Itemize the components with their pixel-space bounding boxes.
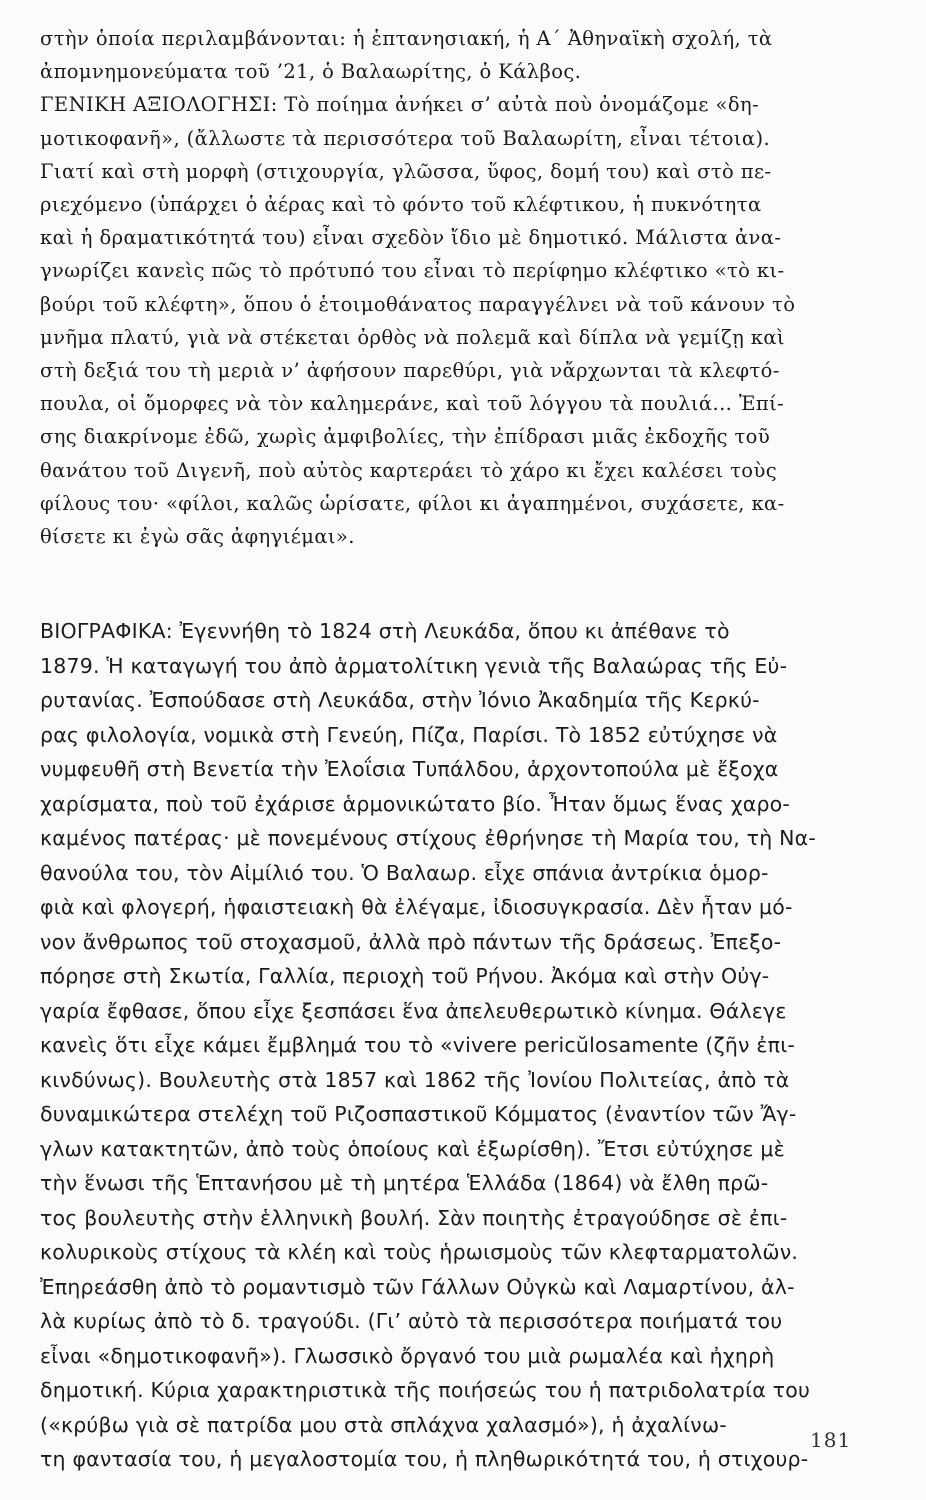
text-line: ΒΙΟΓΡΑΦΙΚΑ: Ἐγεννήθη τὸ 1824 στὴ Λευκάδα, ὅπου κι ἀπέθανε τὸ bbox=[40, 619, 730, 643]
text-line: γνωρίζει κανεὶς πῶς τὸ πρότυπό του εἶναι τὸ περίφημο κλέφτικο «τὸ κι- bbox=[40, 259, 785, 283]
text-line: ριεχόμενο (ὑπάρχει ὁ ἀέρας καὶ τὸ φόντο τοῦ κλέφτικου, ἡ πυκνότητα bbox=[40, 193, 762, 217]
text-line: πουλα, οἱ ὄμορφες νὰ τὸν καλημεράνε, καὶ τοῦ λόγγου τὰ πουλιά... Ἐπί- bbox=[40, 392, 785, 416]
text-line: κανεὶς ὅτι εἶχε κάμει ἔμβλημά του τὸ «vivere pericŭlosamente (ζῆν ἐπι- bbox=[40, 1033, 795, 1057]
page-number: 181 bbox=[810, 1428, 852, 1452]
text-line: πόρησε στὴ Σκωτία, Γαλλία, περιοχὴ τοῦ Ρήνου. Ἀκόμα καὶ στὴν Οὐγ- bbox=[40, 964, 770, 988]
text-line: θίσετε κι ἐγὼ σᾶς ἀφηγιέμαι». bbox=[40, 525, 355, 549]
text-line: γαρία ἔφθασε, ὅπου εἶχε ξεσπάσει ἕνα ἀπελευθερωτικὸ κίνημα. Θάλεγε bbox=[40, 998, 787, 1023]
text-line: θανάτου τοῦ Διγενῆ, ποὺ αὐτὸς καρτεράει τὸ χάρο κι ἔχει καλέσει τοὺς bbox=[40, 458, 778, 482]
text-line: χαρίσματα, ποὺ τοῦ ἐχάρισε ἁρμονικώτατο βίο. Ἦταν ὅμως ἕνας χαρο- bbox=[40, 791, 790, 816]
text-line: στὴ δεξιά του τὴ μεριὰ ν’ ἀφήσουν παρεθύρι, γιὰ νἄρχωνται τὰ κλεφτό- bbox=[40, 359, 780, 383]
text-line: φιὰ καὶ φλογερή, ἡφαιστειακὴ θὰ ἐλέγαμε, ἰδιοσυγκρασία. Δὲν ἦταν μό- bbox=[40, 895, 793, 919]
text-line: σης διακρίνομε ἐδῶ, χωρὶς ἀμφιβολίες, τὴν ἐπίδρασι μιᾶς ἐκδοχῆς τοῦ bbox=[40, 425, 771, 449]
text-line: κολυρικοὺς στίχους τὰ κλέη καὶ τοὺς ἡρωισμοὺς τῶν κλεφταρματολῶν. bbox=[40, 1240, 799, 1264]
text-line: Γιατί καὶ στὴ μορφὴ (στιχουργία, γλῶσσα, ὕφος, δομή του) καὶ στὸ πε- bbox=[40, 159, 772, 183]
text-line: γλων κατακτητῶν, ἀπὸ τοὺς ὁποίους καὶ ἐξωρίσθη). Ἔτσι εὐτύχησε μὲ bbox=[40, 1136, 785, 1161]
text-line: καμένος πατέρας· μὲ πονεμένους στίχους ἐθρήνησε τὴ Μαρία του, τὴ Να- bbox=[40, 826, 816, 850]
text-line: ΓΕΝΙΚΗ ΑΞΙΟΛΟΓΗΣΙ: Τὸ ποίημα ἀνήκει σ’ αὐτὰ ποὺ ὀνομάζομε «δη- bbox=[40, 93, 760, 117]
text-line: νον ἄνθρωπος τοῦ στοχασμοῦ, ἀλλὰ πρὸ πάντων τῆς δράσεως. Ἐπεξο- bbox=[40, 929, 782, 954]
text-line: Ἐπηρεάσθη ἀπὸ τὸ ρομαντισμὸ τῶν Γάλλων Οὐγκὼ καὶ Λαμαρτίνου, ἀλ- bbox=[40, 1274, 795, 1299]
evaluation-section bbox=[40, 22, 890, 553]
text-line: μοτικοφανῆ», (ἄλλωστε τὰ περισσότερα τοῦ Βαλαωρίτη, εἶναι τέτοια). bbox=[40, 126, 771, 150]
text-line: τη φαντασία του, ἡ μεγαλοστομία του, ἡ πληθωρικότητά του, ἡ στιχουρ- bbox=[40, 1447, 809, 1471]
text-line: νυμφευθῆ στὴ Βενετία τὴν Ἐλοΐσια Τυπάλδου, ἀρχοντοπούλα μὲ ἔξοχα bbox=[40, 757, 779, 781]
text-line: ἀπομνημονεύματα τοῦ ’21, ὁ Βαλαωρίτης, ὁ Κάλβος. bbox=[40, 60, 582, 84]
text-line: κινδύνως). Βουλευτὴς στὰ 1857 καὶ 1862 τῆς Ἰονίου Πολιτείας, ἀπὸ τὰ bbox=[40, 1067, 790, 1092]
text-line: φίλους του· «φίλοι, καλῶς ὡρίσατε, φίλοι κι ἀγαπημένοι, συχάσετε, κα- bbox=[40, 491, 785, 515]
text-line: τὴν ἕνωσι τῆς Ἑπτανήσου μὲ τὴ μητέρα Ἑλλάδα (1864) νὰ ἔλθη πρῶ- bbox=[40, 1171, 769, 1195]
text-line: εἶναι «δημοτικοφανῆ»). Γλωσσικὸ ὄργανό του μιὰ ρωμαλέα καὶ ἠχηρὴ bbox=[40, 1343, 775, 1368]
text-line: ρυτανίας. Ἐσπούδασε στὴ Λευκάδα, στὴν Ἰόνιο Ἀκαδημία τῆς Κερκύ- bbox=[40, 688, 760, 712]
biography-section bbox=[40, 614, 890, 1477]
text-line: βούρι τοῦ κλέφτη», ὅπου ὁ ἑτοιμοθάνατος παραγγέλνει νὰ τοῦ κάνουν τὸ bbox=[40, 292, 796, 316]
text-line: καὶ ἡ δραματικότητά του) εἶναι σχεδὸν ἴδιο μὲ δημοτικό. Μάλιστα ἀνα- bbox=[40, 226, 782, 250]
text-line: ρας φιλολογία, νομικὰ στὴ Γενεύη, Πίζα, Παρίσι. Τὸ 1852 εὐτύχησε νὰ bbox=[40, 722, 778, 747]
text-line: («κρύβω γιὰ σὲ πατρίδα μου στὰ σπλάχνα χαλασμό»), ἡ ἀχαλίνω- bbox=[40, 1412, 727, 1437]
text-line: δυναμικώτερα στελέχη τοῦ Ριζοσπαστικοῦ Κόμματος (ἐναντίον τῶν Ἄγ- bbox=[40, 1102, 797, 1126]
text-line: στὴν ὁποία περιλαμβάνονται: ἡ ἑπτανησιακή, ἡ Α΄ Ἀθηναϊκὴ σχολή, τὰ bbox=[40, 27, 773, 50]
text-line: λὰ κυρίως ἀπὸ τὸ δ. τραγούδι. (Γι’ αὐτὸ τὰ περισσότερα ποιήματά του bbox=[40, 1309, 783, 1333]
text-line: μνῆμα πλατύ, γιὰ νὰ στέκεται ὀρθὸς νὰ πολεμᾶ καὶ δίπλα νὰ γεμίζῃ καὶ bbox=[40, 325, 785, 349]
text-line: 1879. Ἡ καταγωγή του ἀπὸ ἁρματολίτικη γενιὰ τῆς Βαλαώρας τῆς Εὐ- bbox=[40, 653, 788, 678]
text-line: δημοτική. Κύρια χαρακτηριστικὰ τῆς ποιήσεώς του ἡ πατριδολατρία του bbox=[40, 1378, 811, 1402]
text-line: θανούλα του, τὸν Αἰμίλιό του. Ὁ Βαλαωρ. εἶχε σπάνια ἀντρίκια ὁμορ- bbox=[40, 860, 769, 885]
text-line: τος βουλευτὴς στὴν ἑλληνικὴ βουλή. Σὰν ποιητὴς ἐτραγούδησε σὲ ἐπι- bbox=[40, 1205, 788, 1230]
